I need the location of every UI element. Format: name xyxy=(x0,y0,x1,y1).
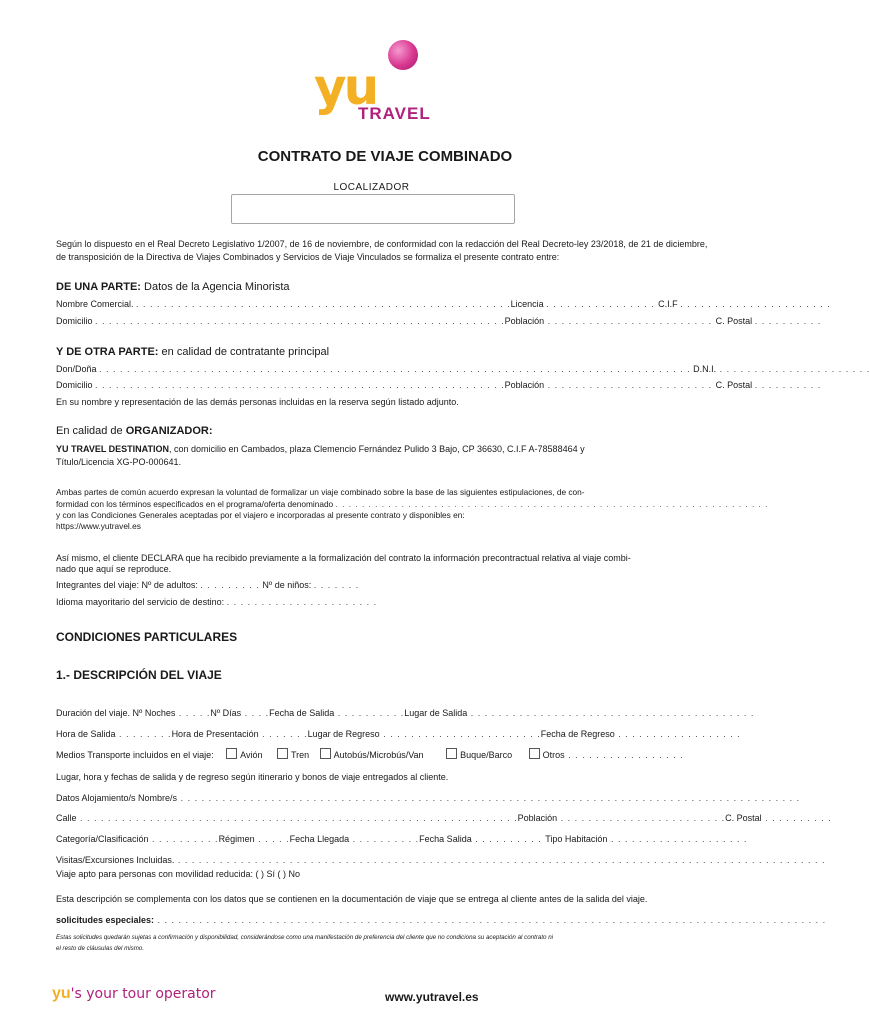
categoria-row: Categoría/Clasificación . . . . . . . . . .Régimen . . . . .Fecha Llegada . . . . . . . . . .Fecha Salida . . . . . . . . . . Tipo Habitación . . . . . . . . . . . . . . . . . . . . xyxy=(56,834,748,844)
lugar-hora-note: Lugar, hora y fechas de salida y de regreso según itinerario y bonos de viaje entregados al cliente. xyxy=(56,772,449,782)
intro-paragraph: Según lo dispuesto en el Real Decreto Legislativo 1/2007, de 16 de noviembre, de conformidad con la redacción del Real Decreto-ley 23/2018, de 21 de diciembre, de transposición de la Directiva de Viajes Combinados y Servicios de Viaje Vinculados se formaliza el presente contrato entre: xyxy=(56,239,708,262)
declara-line1: Así mismo, el cliente DECLARA que ha recibido previamente a la formalización del contrato la información precontractual relativa al viaje combi- xyxy=(56,553,631,563)
yutravel-logo xyxy=(310,40,440,130)
condiciones-heading: CONDICIONES PARTICULARES xyxy=(56,630,238,644)
movilidad-row: Viaje apto para personas con movilidad reducida: ( ) Sí ( ) No xyxy=(56,869,300,879)
logo-travel: TRAVEL xyxy=(358,104,431,123)
solicitudes-row: solicitudes especiales: . . . . . . . . . . . . . . . . . . . . . . . . . . . . . . . . . . . . . . . . . . . . . . . . . . . . . . . . . . . . . . . . . . . . . . . . . . . . . . . . . . . . . . . . . . . . . . . . xyxy=(56,915,827,925)
avion-checkbox[interactable] xyxy=(226,748,237,759)
idioma-row: Idioma mayoritario del servicio de destino: . . . . . . . . . . . . . . . . . . . . . . xyxy=(56,597,378,607)
calle-row: Calle . . . . . . . . . . . . . . . . . . . . . . . . . . . . . . . . . . . . . . . . . . . . . . . . . . . . . . . . . . . . . . .Población . . . . . . . . . . . . . . . . . . . . . . . .C. Postal . . . . . . . . . . xyxy=(56,813,832,823)
organizador-line1: YU TRAVEL DESTINATION, con domicilio en Cambados, plaza Clemencio Fernández Pulido 3 Bajo, CP 36630, C.I.F A-78588464 y xyxy=(56,444,585,454)
organizador-line2: Título/Licencia XG-PO-000641. xyxy=(56,457,182,467)
localizador-label: LOCALIZADOR xyxy=(333,182,410,193)
localizador-field[interactable] xyxy=(231,194,515,224)
tren-checkbox[interactable] xyxy=(277,748,288,759)
duracion-row: Duración del viaje. Nº Noches . . . . .Nº Días . . . .Fecha de Salida . . . . . . . . . .Lugar de Salida . . . . . . . . . . . . . . . . . . . . . . . . . . . . . . . . . . . . . . . . . xyxy=(56,708,755,718)
solicitudes-note-line2: el resto de cláusulas del mismo. xyxy=(56,945,145,952)
acuerdo-line3: y con las Condiciones Generales aceptadas por el viajero e incorporadas al presente contrato y disponibles en: xyxy=(56,510,465,520)
parte2-row1: Don/Doña . . . . . . . . . . . . . . . . . . . . . . . . . . . . . . . . . . . . . . . . . . . . . . . . . . . . . . . . . . . . . . . . . . . . . . . . . . . . . . . . . . . . . D.N.I. . . . . . . . . . . . . . . . . . . . . . . xyxy=(56,364,870,374)
parte1-row2: Domicilio . . . . . . . . . . . . . . . . . . . . . . . . . . . . . . . . . . . . . . . . . . . . . . . . . . . . . . . . . . .Población . . . . . . . . . . . . . . . . . . . . . . . . C. Postal . . . . . . . . . . xyxy=(56,316,822,326)
parte2-heading: Y DE OTRA PARTE: en calidad de contratante principal xyxy=(56,346,330,358)
alojamiento-row: Datos Alojamiento/s Nombre/s . . . . . . . . . . . . . . . . . . . . . . . . . . . . . . . . . . . . . . . . . . . . . . . . . . . . . . . . . . . . . . . . . . . . . . . . . . . . . . . . . . . . . . . . . xyxy=(56,793,801,803)
declara-line2: nado que aquí se reproduce. xyxy=(56,564,172,574)
acuerdo-line1: Ambas partes de común acuerdo expresan la voluntad de formalizar un viaje combinado sobre la base de las siguientes estipulaciones, de con- xyxy=(56,487,585,497)
footer-logo: yu's your tour operator xyxy=(52,985,216,1002)
footer-url[interactable]: www.yutravel.es xyxy=(385,990,479,1004)
integrantes-row: Integrantes del viaje: Nº de adultos: . . . . . . . . . Nº de niños: . . . . . . . xyxy=(56,580,360,590)
hora-row: Hora de Salida . . . . . . . .Hora de Presentación . . . . . . .Lugar de Regreso . . . . . . . . . . . . . . . . . . . . . . .Fecha de Regreso . . . . . . . . . . . . . . . . . . xyxy=(56,729,741,739)
logo-yu: yu xyxy=(314,58,377,116)
parte2-note: En su nombre y representación de las demás personas incluidas en la reserva según listado adjunto. xyxy=(56,397,459,407)
document-title: CONTRATO DE VIAJE COMBINADO xyxy=(257,148,513,165)
parte1-heading: DE UNA PARTE: Datos de la Agencia Minorista xyxy=(56,281,290,293)
autobus-checkbox[interactable] xyxy=(320,748,331,759)
parte1-row1: Nombre Comercial. . . . . . . . . . . . . . . . . . . . . . . . . . . . . . . . . . . . . . . . . . . . . . . . . . . . . . .Licencia . . . . . . . . . . . . . . . . C.I.F . . . . . . . . . . . . . . . . . . . . . . xyxy=(56,299,831,309)
buque-checkbox[interactable] xyxy=(446,748,457,759)
complementa-note: Esta descripción se complementa con los datos que se contienen en la documentación de viaje que se entrega al cliente antes de la salida del viaje. xyxy=(56,894,648,904)
solicitudes-note-line1: Estas solicitudes quedarán sujetas a confirmación y disponibilidad, considerándose como una manifestación de preferencia del cliente que no condiciona su aceptación al contrato ni xyxy=(56,934,554,941)
acuerdo-line2: formidad con los términos especificados en el programa/oferta denominado . . . . . . . . . . . . . . . . . . . . . . . . . . . . . . . . . . . . . . . . . . . . . . . . . . . . . . . . . . . . . . . . . . xyxy=(56,499,769,509)
logo-sphere-icon xyxy=(388,40,418,70)
medios-row: Medios Transporte incluidos en el viaje: Avión Tren Autobús/Microbús/Van Buque/Barco Otros . . . . . . . . . . . . . . . . . xyxy=(56,750,684,760)
otros-checkbox[interactable] xyxy=(529,748,540,759)
seccion1-heading: 1.- DESCRIPCIÓN DEL VIAJE xyxy=(56,668,222,682)
visitas-row: Visitas/Excursiones Incluidas. . . . . . . . . . . . . . . . . . . . . . . . . . . . . . . . . . . . . . . . . . . . . . . . . . . . . . . . . . . . . . . . . . . . . . . . . . . . . . . . . . . . . . . . . . . . . . xyxy=(56,855,826,865)
parte2-row2: Domicilio . . . . . . . . . . . . . . . . . . . . . . . . . . . . . . . . . . . . . . . . . . . . . . . . . . . . . . . . . . .Población . . . . . . . . . . . . . . . . . . . . . . . . C. Postal . . . . . . . . . . xyxy=(56,380,822,390)
acuerdo-url[interactable]: https://www.yutravel.es xyxy=(56,521,141,531)
organizador-heading: En calidad de ORGANIZADOR: xyxy=(56,425,213,437)
